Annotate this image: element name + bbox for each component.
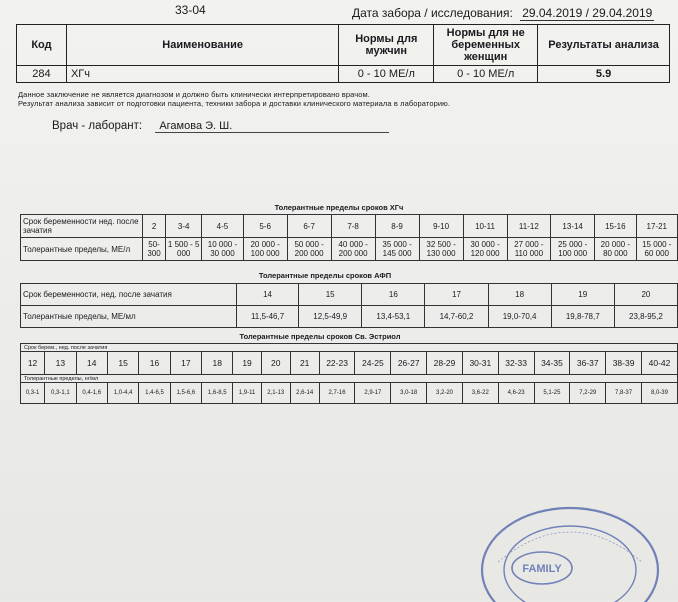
- table-cell: 36-37: [570, 352, 606, 375]
- table-cell: 50 000 - 200 000: [287, 238, 331, 261]
- hcg-values-row: [21, 238, 678, 261]
- table-cell: 8,0-39: [641, 383, 677, 404]
- lab-stamp: [470, 492, 660, 602]
- row-name: ХГч: [66, 66, 338, 83]
- table-cell: 15-16: [595, 215, 636, 238]
- date-label: Дата забора / исследования:: [352, 6, 513, 20]
- hcg-weeks-label: Срок беременности нед. после зачатия: [21, 215, 143, 238]
- table-cell: 1,6-8,5: [202, 383, 233, 404]
- table-cell: 14,7-60,2: [425, 306, 488, 328]
- table-cell: 40 000 - 200 000: [331, 238, 375, 261]
- table-cell: 1,5-6,6: [170, 383, 201, 404]
- collection-date-line: [352, 6, 654, 21]
- table-cell: 30 000 - 120 000: [463, 238, 507, 261]
- lab-doctor-name: Агамова Э. Ш.: [155, 120, 389, 133]
- estriol-table-caption: Толерантные пределы сроков Св. Эстриол: [239, 332, 401, 341]
- table-cell: 50-300: [143, 238, 166, 261]
- table-cell: 12,5-49,9: [299, 306, 362, 328]
- table-cell: 13: [45, 352, 76, 375]
- table-cell: 0,3-1,1: [45, 383, 76, 404]
- table-cell: 11,5-46,7: [237, 306, 299, 328]
- afp-weeks-label: Срок беременности, нед. после зачатия: [21, 284, 237, 306]
- table-cell: 16: [139, 352, 170, 375]
- table-row: [17, 66, 670, 83]
- afp-values-label: Толерантные пределы, МЕ/мл: [21, 306, 237, 328]
- estriol-values-label-row: [21, 375, 678, 383]
- table-cell: 20 000 - 80 000: [595, 238, 636, 261]
- table-cell: 10 000 - 30 000: [202, 238, 243, 261]
- table-cell: 2,7-16: [319, 383, 355, 404]
- col-code: Код: [17, 25, 67, 66]
- table-cell: 15: [107, 352, 138, 375]
- table-cell: 2,6-14: [290, 383, 319, 404]
- estriol-weeks-label: Срок берем., нед. после зачатия: [21, 344, 678, 352]
- table-cell: 1,4-6,5: [139, 383, 170, 404]
- table-cell: 2,1-13: [261, 383, 290, 404]
- preparation-note: Результат анализа зависит от подготовки пациента, техники забора и доставки клинического материала в лабораторию.: [18, 99, 451, 108]
- table-cell: 7,2-29: [570, 383, 606, 404]
- col-name: Наименование: [66, 25, 338, 66]
- table-cell: 28-29: [427, 352, 463, 375]
- table-cell: 7-8: [331, 215, 375, 238]
- table-cell: 35 000 - 145 000: [375, 238, 419, 261]
- col-norm-men: Нормы для мужчин: [339, 25, 434, 66]
- table-cell: 7,8-37: [606, 383, 642, 404]
- lab-doctor-label: Врач - лаборант:: [52, 120, 143, 132]
- hcg-weeks-row: [21, 215, 678, 238]
- table-cell: 19: [233, 352, 261, 375]
- afp-table-caption: Толерантные пределы сроков АФП: [258, 271, 392, 280]
- table-cell: 21: [290, 352, 319, 375]
- table-cell: 10-11: [463, 215, 507, 238]
- table-cell: 20: [614, 284, 677, 306]
- table-cell: 9-10: [419, 215, 463, 238]
- col-result: Результаты анализа: [538, 25, 670, 66]
- table-cell: 1 500 - 5 000: [166, 238, 202, 261]
- table-cell: 18: [202, 352, 233, 375]
- lab-doctor-line: [52, 120, 389, 133]
- table-cell: 8-9: [375, 215, 419, 238]
- hcg-table: [20, 214, 678, 261]
- hcg-values-label: Толерантные пределы, МЕ/л: [21, 238, 143, 261]
- table-cell: 0,3-1: [21, 383, 45, 404]
- table-cell: 17: [425, 284, 488, 306]
- table-cell: 23,8-95,2: [614, 306, 677, 328]
- estriol-weeks-row: [21, 352, 678, 375]
- estriol-values-label: Толерантные пределы, нг/мл: [21, 375, 678, 383]
- table-cell: 38-39: [606, 352, 642, 375]
- table-cell: 1,0-4,4: [107, 383, 138, 404]
- estriol-table: [20, 343, 678, 404]
- estriol-weeks-label-row: [21, 344, 678, 352]
- table-cell: 3,2-20: [427, 383, 463, 404]
- table-cell: 3,6-22: [462, 383, 498, 404]
- table-cell: 19: [551, 284, 614, 306]
- table-cell: 14: [76, 352, 107, 375]
- afp-weeks-row: [21, 284, 678, 306]
- table-cell: 13-14: [551, 215, 595, 238]
- results-table: [16, 24, 670, 83]
- table-cell: 27 000 - 110 000: [507, 238, 551, 261]
- table-cell: 4,6-23: [498, 383, 534, 404]
- table-cell: 3-4: [166, 215, 202, 238]
- table-cell: 0,4-1,6: [76, 383, 107, 404]
- table-cell: 17-21: [636, 215, 677, 238]
- table-cell: 32 500 - 130 000: [419, 238, 463, 261]
- table-cell: 17: [170, 352, 201, 375]
- table-cell: 19,0-70,4: [488, 306, 551, 328]
- table-cell: 19,8-78,7: [551, 306, 614, 328]
- table-cell: 14: [237, 284, 299, 306]
- table-cell: 15 000 - 60 000: [636, 238, 677, 261]
- table-cell: 1,9-11: [233, 383, 261, 404]
- table-cell: 34-35: [534, 352, 570, 375]
- table-cell: 6-7: [287, 215, 331, 238]
- table-cell: 25 000 - 100 000: [551, 238, 595, 261]
- row-norm-women: 0 - 10 МЕ/л: [434, 66, 538, 83]
- date-value: 29.04.2019 / 29.04.2019: [522, 6, 653, 20]
- table-cell: 20: [261, 352, 290, 375]
- afp-table: [20, 283, 678, 328]
- table-cell: 26-27: [391, 352, 427, 375]
- row-norm-men: 0 - 10 МЕ/л: [339, 66, 434, 83]
- table-cell: 24-25: [355, 352, 391, 375]
- table-cell: 12: [21, 352, 45, 375]
- col-norm-women: Нормы для не беременных женщин: [434, 25, 538, 66]
- document-number: 33-04: [175, 3, 206, 17]
- row-result: 5.9: [538, 66, 670, 83]
- table-cell: 13,4-53,1: [362, 306, 425, 328]
- table-cell: 2: [143, 215, 166, 238]
- hcg-table-caption: Толерантные пределы сроков ХГч: [274, 203, 404, 212]
- table-cell: 40-42: [641, 352, 677, 375]
- results-header-row: [17, 25, 670, 66]
- table-cell: 32-33: [498, 352, 534, 375]
- table-cell: 30-31: [462, 352, 498, 375]
- table-cell: 22-23: [319, 352, 355, 375]
- table-cell: 5,1-25: [534, 383, 570, 404]
- table-cell: 18: [488, 284, 551, 306]
- table-cell: 3,0-18: [391, 383, 427, 404]
- table-cell: 2,9-17: [355, 383, 391, 404]
- estriol-values-row: [21, 383, 678, 404]
- table-cell: 5-6: [243, 215, 287, 238]
- table-cell: 15: [299, 284, 362, 306]
- table-cell: 16: [362, 284, 425, 306]
- table-cell: 11-12: [507, 215, 551, 238]
- row-code: 284: [17, 66, 67, 83]
- stamp-logo-text: FAMILY: [522, 563, 562, 575]
- table-cell: 20 000 - 100 000: [243, 238, 287, 261]
- afp-values-row: [21, 306, 678, 328]
- disclaimer-note: Данное заключение не является диагнозом и должно быть клинически интерпретировано врачом.: [18, 90, 370, 99]
- table-cell: 4-5: [202, 215, 243, 238]
